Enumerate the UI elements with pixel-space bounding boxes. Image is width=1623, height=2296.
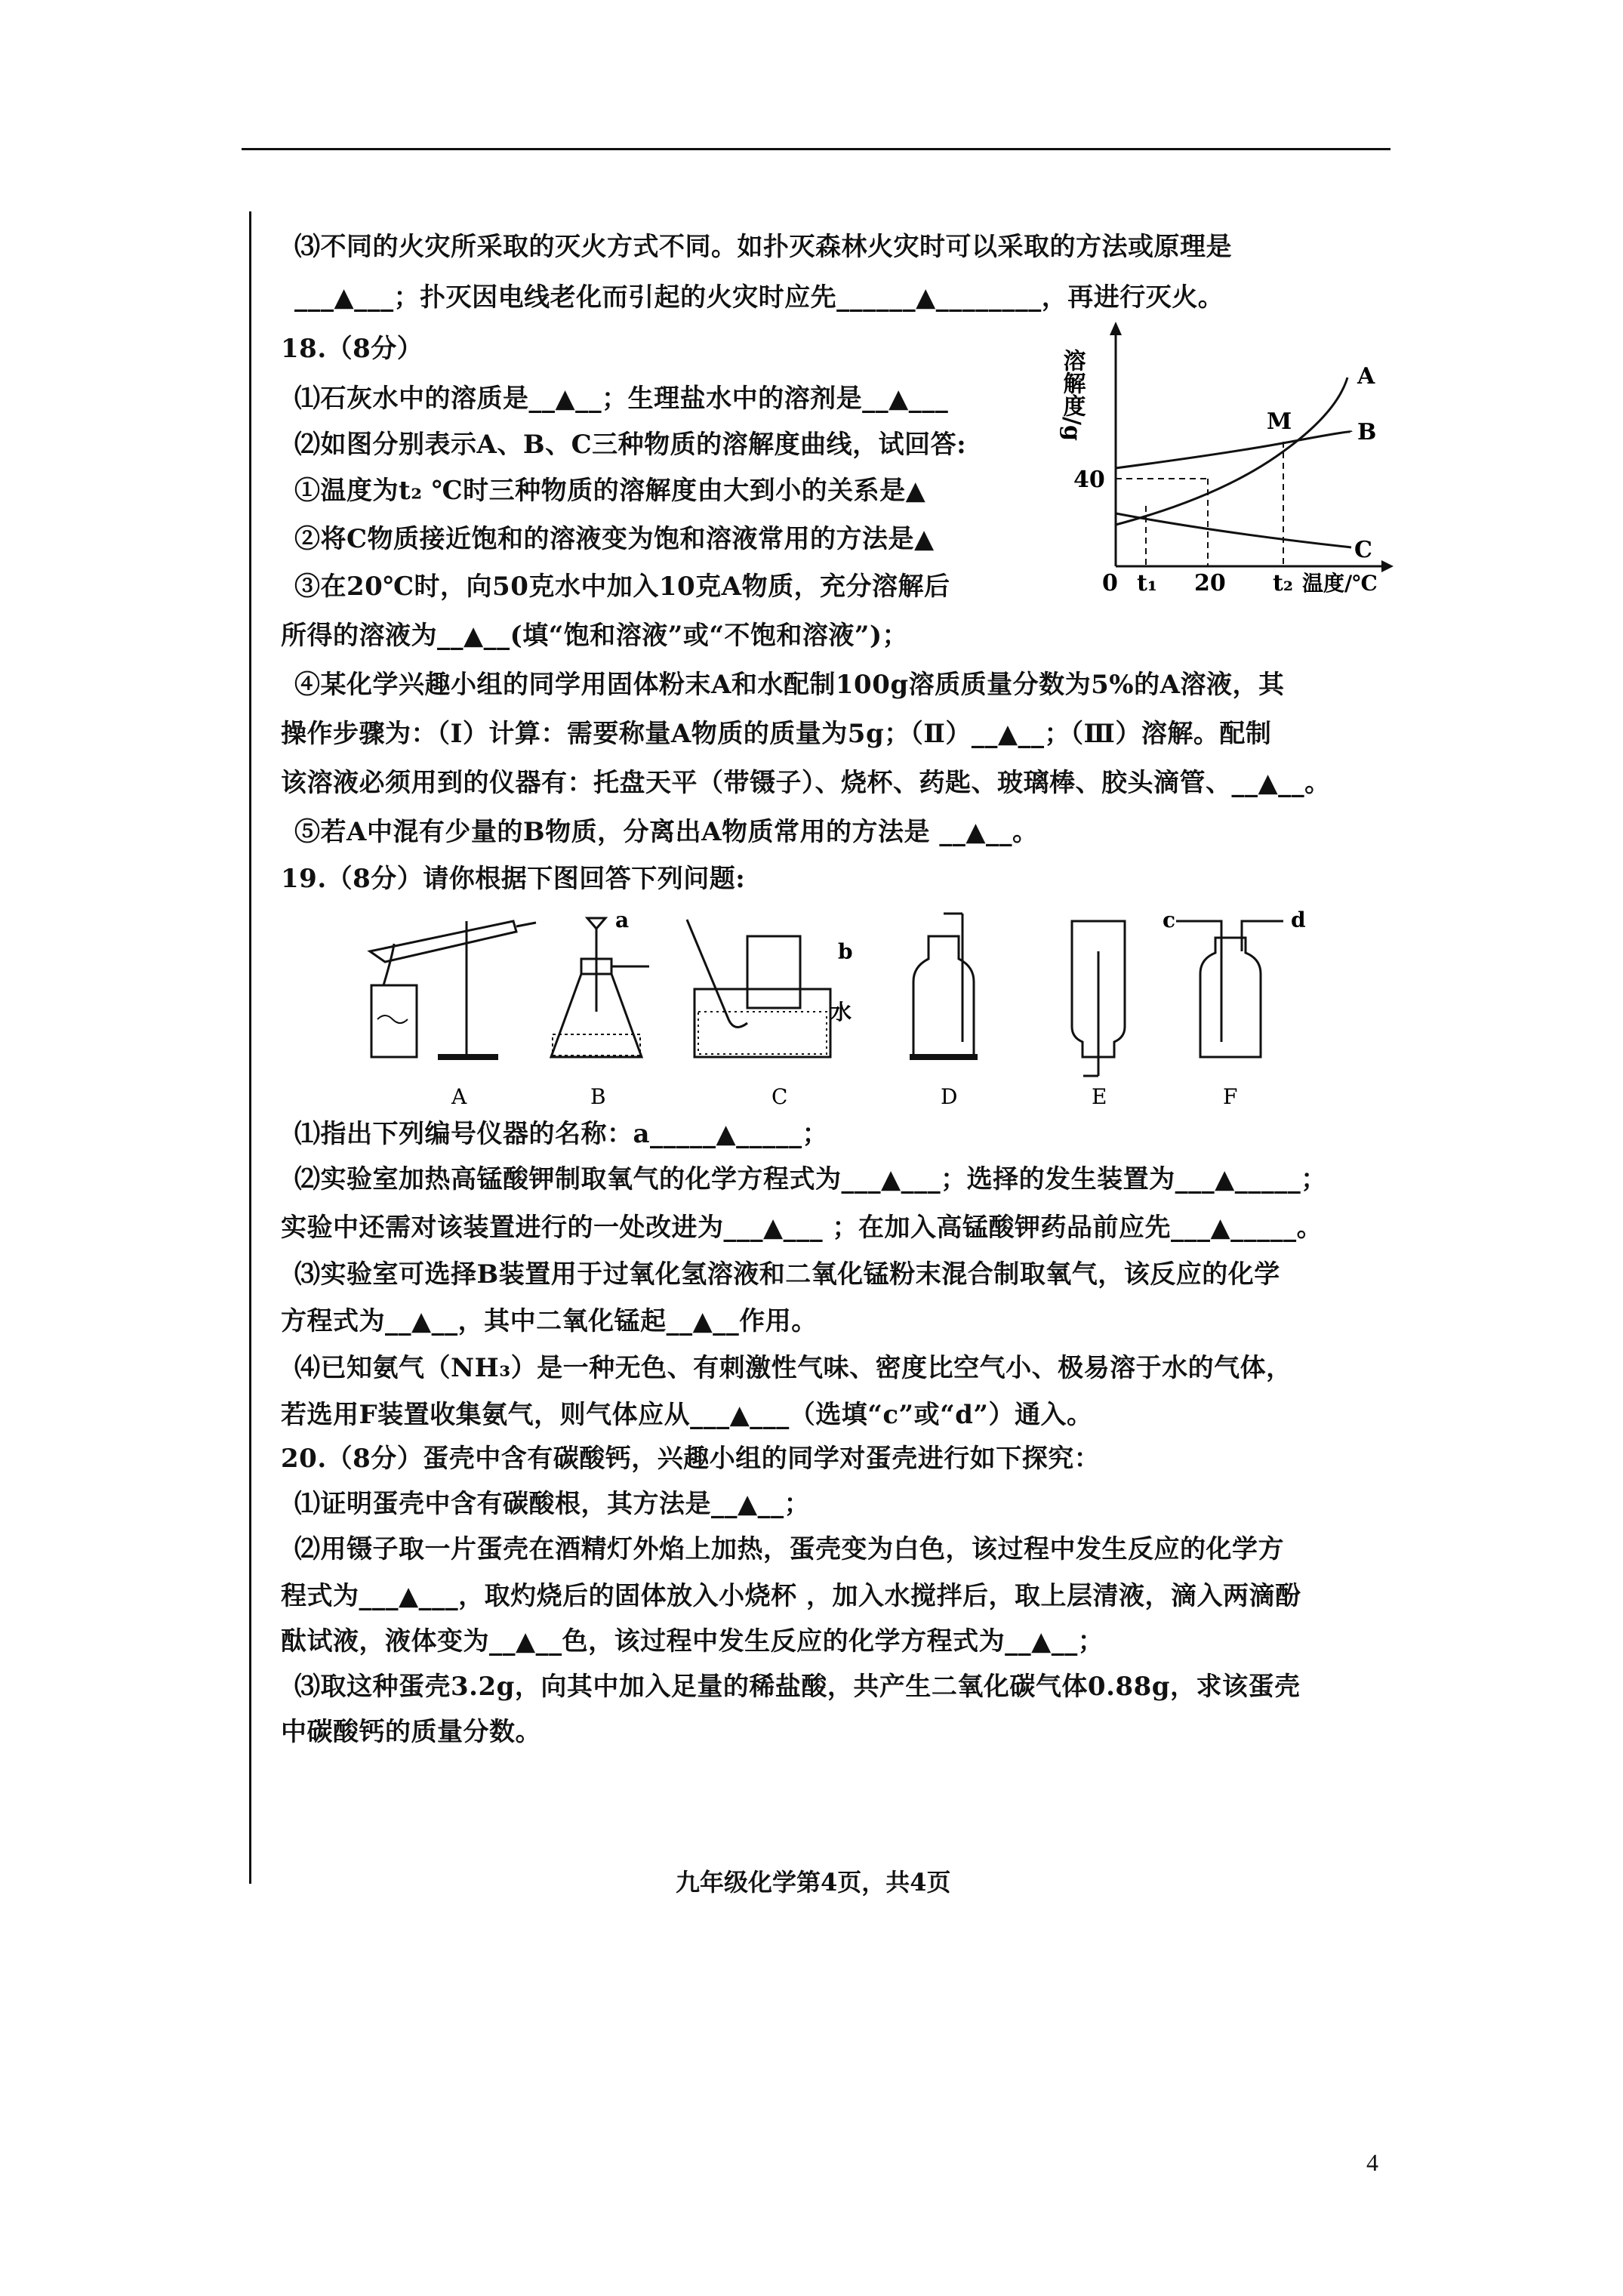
text-line-q18-2-2: ②将C物质接近饱和的溶液变为饱和溶液常用的方法是▲ (294, 524, 935, 554)
y-axis-arrow (1110, 322, 1122, 335)
solubility-graph (1058, 317, 1397, 596)
tick-t1: t₁ (1137, 570, 1157, 596)
text-line-q18-1: ⑴石灰水中的溶质是__▲__；生理盐水中的溶剂是__▲___ (294, 384, 949, 414)
page-number: 4 (1366, 2149, 1378, 2176)
text-line-q19-3b: 方程式为__▲__，其中二氧化锰起__▲__作用。 (281, 1306, 818, 1336)
text-line-q19-2b: 实验中还需对该装置进行的一处改进为___▲___ ；在加入高锰酸钾药品前应先___▲_____。 (281, 1213, 1323, 1243)
text-line-q18-2: ⑵如图分别表示A、B、C三种物质的溶解度曲线，试回答: (294, 430, 967, 460)
text-line-q17-3a: ⑶不同的火灾所采取的灭火方式不同。如扑灭森林火灾时可以采取的方法或原理是 (294, 232, 1232, 262)
label-a: A (1357, 363, 1375, 390)
graph-xlabel: 温度/℃ (1302, 571, 1378, 596)
graph-ylabel: 溶解度/g (1058, 349, 1086, 441)
text-line-q20-2a: ⑵用镊子取一片蛋壳在酒精灯外焰上加热，蛋壳变为白色，该过程中发生反应的化学方 (294, 1534, 1284, 1564)
text-line-q20-2c: 酞试液，液体变为__▲__色，该过程中发生反应的化学方程式为__▲__； (281, 1626, 1104, 1657)
apparatus-label-d: D (941, 1084, 958, 1109)
page-footer: 九年级化学第4页，共4页 (676, 1868, 951, 1897)
text-line-q19-4a: ⑷已知氨气（NH₃）是一种无色、有刺激性气味、密度比空气小、极易溶于水的气体， (294, 1353, 1292, 1383)
label-b: B (1357, 419, 1377, 445)
label-b-letter: b (838, 939, 853, 964)
tick-0: 0 (1102, 570, 1118, 596)
text-line-q20-2b: 程式为___▲___，取灼烧后的固体放入小烧杯 ，加入水搅拌后，取上层清液，滴入两滴酚 (281, 1581, 1301, 1611)
apparatus-label-c: C (771, 1084, 788, 1109)
text-line-q19-2a: ⑵实验室加热高锰酸钾制取氧气的化学方程式为___▲___；选择的发生装置为___▲_____； (294, 1164, 1327, 1194)
label-m: M (1267, 408, 1292, 435)
apparatus-f (1163, 908, 1306, 1057)
text-line-q18-2-4b: 操作步骤为：（Ⅰ）计算：需要称量A物质的质量为5g；（Ⅱ）__▲__；（Ⅲ）溶解。配制 (281, 719, 1272, 749)
text-line-q19-1: ⑴指出下列编号仪器的名称：a_____▲_____； (294, 1119, 829, 1149)
text-line-q20-3a: ⑶取这种蛋壳3.2g，向其中加入足量的稀盐酸，共产生二氧化碳气体0.88g，求该蛋壳 (294, 1672, 1301, 1702)
apparatus-label-a: A (451, 1084, 467, 1109)
apparatus-figure (355, 906, 1397, 1110)
label-d-letter: d (1291, 908, 1306, 932)
x-axis-arrow (1381, 560, 1394, 572)
label-c-letter: c (1163, 908, 1176, 932)
curve-c (1116, 513, 1351, 547)
left-margin-rule (249, 211, 251, 1884)
apparatus-label-b: B (590, 1084, 606, 1109)
text-line-q20-3b: 中碳酸钙的质量分数。 (281, 1717, 541, 1747)
text-line-q18-2-4c: 该溶液必须用到的仪器有：托盘天平（带镊子）、烧杯、药匙、玻璃棒、胶头滴管、__▲__。 (281, 768, 1331, 798)
text-line-q18-2-3b: 所得的溶液为__▲__(填“饱和溶液”或“不饱和溶液”)； (281, 621, 909, 651)
apparatus-c (687, 920, 853, 1057)
label-a-letter: a (615, 908, 630, 932)
text-line-q18-2-3a: ③在20℃时，向50克水中加入10克A物质，充分溶解后 (294, 572, 950, 602)
text-line-q18-2-4a: ④某化学兴趣小组的同学用固体粉末A和水配制100g溶质质量分数为5%的A溶液，其 (294, 670, 1285, 700)
apparatus-d (910, 914, 978, 1060)
text-line-q18-title: 18.（8分） (281, 334, 423, 364)
label-water: 水 (830, 1000, 852, 1025)
tick-20: 20 (1194, 570, 1226, 596)
text-line-q20-title: 20.（8分）蛋壳中含有碳酸钙，兴趣小组的同学对蛋壳进行如下探究： (281, 1444, 1101, 1474)
tick-40: 40 (1073, 467, 1105, 493)
tick-t2: t₂ (1273, 570, 1293, 596)
apparatus-e (1072, 921, 1125, 1076)
text-line-q20-1: ⑴证明蛋壳中含有碳酸根，其方法是__▲__； (294, 1489, 811, 1519)
apparatus-label-e: E (1092, 1084, 1107, 1109)
text-line-q18-2-1: ①温度为t₂ ℃时三种物质的溶解度由大到小的关系是▲ (294, 476, 926, 506)
label-c: C (1354, 537, 1372, 563)
text-line-q17-3b: ___▲___；扑灭因电线老化而引起的火灾时应先______▲________，再进行灭火。 (294, 282, 1224, 313)
apparatus-label-f: F (1223, 1084, 1238, 1109)
apparatus-b (551, 908, 649, 1057)
apparatus-a (370, 921, 536, 1060)
text-line-q19-4b: 若选用F装置收集氨气，则气体应从___▲___（选填“c”或“d”）通入。 (281, 1400, 1093, 1430)
text-line-q18-2-5: ⑤若A中混有少量的B物质，分离出A物质常用的方法是 __▲__。 (294, 817, 1039, 847)
text-line-q19-3a: ⑶实验室可选择B装置用于过氧化氢溶液和二氧化锰粉末混合制取氧气，该反应的化学 (294, 1259, 1280, 1290)
text-line-q19-title: 19.（8分）请你根据下图回答下列问题: (281, 864, 746, 894)
header-rule (242, 148, 1390, 150)
curve-b (1116, 432, 1351, 468)
